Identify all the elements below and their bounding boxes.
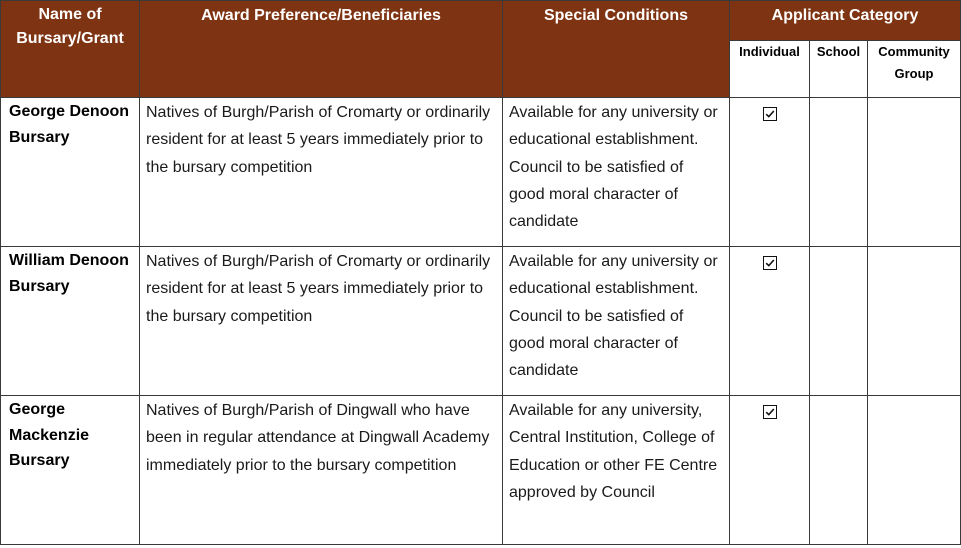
table-row <box>1 98 961 247</box>
category-individual-cell <box>730 396 810 545</box>
bursary-name-cell: George Mackenzie Bursary <box>1 396 140 545</box>
bursary-name-cell: William Denoon Bursary <box>1 247 140 396</box>
subheader-community-group: Community Group <box>868 41 961 98</box>
award-preference-cell: Natives of Burgh/Parish of Cromarty or ordinarily resident for at least 5 years immediately prior to the bursary competition <box>140 98 503 247</box>
special-conditions-cell: Available for any university, Central Institution, College of Education or other FE Centre approved by Council <box>503 396 730 545</box>
checked-checkbox-icon <box>763 256 777 270</box>
category-school-cell <box>810 247 868 396</box>
special-conditions-cell: Available for any university or educational establishment. Council to be satisfied of good moral character of candidate <box>503 247 730 396</box>
checked-checkbox-icon <box>763 405 777 419</box>
category-community-cell <box>868 247 961 396</box>
special-conditions-cell: Available for any university or educational establishment. Council to be satisfied of good moral character of candidate <box>503 98 730 247</box>
bursary-name-cell: George Denoon Bursary <box>1 98 140 247</box>
table-row <box>1 247 961 396</box>
award-preference-cell: Natives of Burgh/Parish of Dingwall who have been in regular attendance at Dingwall Academy immediately prior to the bursary competition <box>140 396 503 545</box>
award-preference-cell: Natives of Burgh/Parish of Cromarty or ordinarily resident for at least 5 years immediately prior to the bursary competition <box>140 247 503 396</box>
checked-checkbox-icon <box>763 107 777 121</box>
category-community-cell <box>868 396 961 545</box>
subheader-individual: Individual <box>730 41 810 98</box>
table-row <box>1 396 961 545</box>
category-community-cell <box>868 98 961 247</box>
subheader-school: School <box>810 41 868 98</box>
category-school-cell <box>810 396 868 545</box>
category-school-cell <box>810 98 868 247</box>
category-individual-cell <box>730 98 810 247</box>
category-individual-cell <box>730 247 810 396</box>
header-award-preference: Award Preference/Beneficiaries <box>140 1 503 98</box>
header-applicant-category: Applicant Category <box>730 1 961 41</box>
header-special-conditions: Special Conditions <box>503 1 730 98</box>
header-name-of-bursary: Name of Bursary/Grant <box>1 1 140 98</box>
